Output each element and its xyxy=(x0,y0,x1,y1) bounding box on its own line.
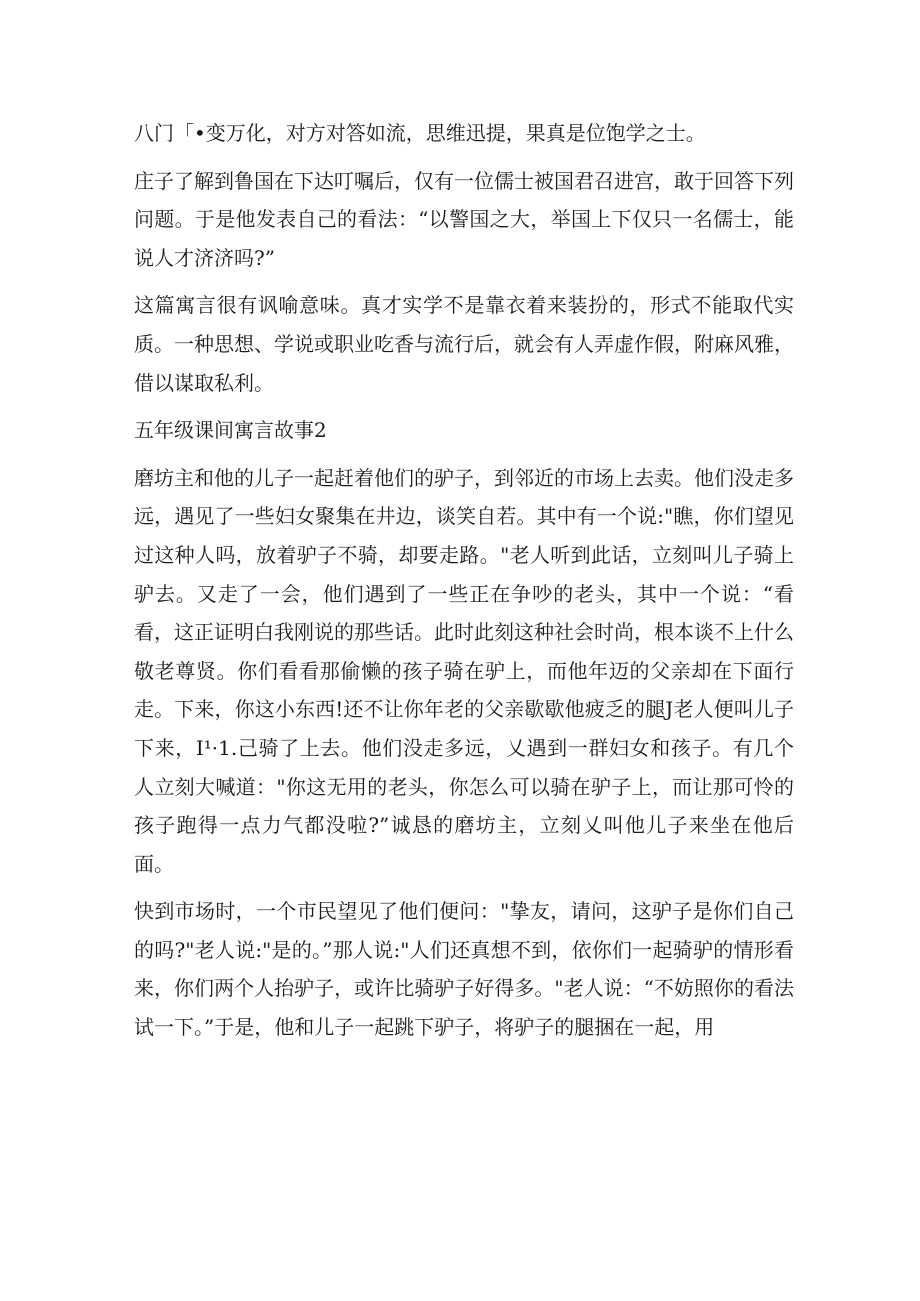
paragraph-market: 快到市场时，一个市民望见了他们便问："挚友，请问，这驴子是你们自己的吗?"老人说:"是的。”那人说:"人们还真想不到，依你们一起骑驴的情形看来，你们两个人抬驴子，或许比骑驴子好得多。"老人说：“不妨照你的看法试一下。”于是，他和儿子一起跳下驴子，将驴子的腿捆在一起，用 xyxy=(134,899,794,1040)
paragraph-zhuangzi: 庄子了解到鲁国在下达叮嘱后，仅有一位儒士被国君召进宫，敢于回答下列问题。于是他发表自己的看法：“以警国之大，举国上下仅只一名儒士，能说人才济济吗?” xyxy=(134,168,794,270)
section-heading: 五年级课间寓言故事2 xyxy=(134,418,327,443)
paragraph-moral: 这篇寓言很有讽喻意味。真才实学不是靠衣着来装扮的，形式不能取代实质。一种思想、学说或职业吃香与流行后，就会有人弄虚作假，附麻风雅，借以谋取私利。 xyxy=(134,293,794,395)
document-page xyxy=(134,114,794,1056)
paragraph-scholar: 八门「•变万化，对方对答如流，思维迅提，果真是位饱学之士。 xyxy=(134,121,706,145)
paragraph-miller-story: 磨坊主和他的儿子一起赶着他们的驴子，到邻近的市场上去卖。他们没走多远，遇见了一些妇女聚集在井边，谈笑自若。其中有一个说:"瞧，你们望见过这种人吗，放着驴子不骑，却要走路。"老人听到此话，立刻叫儿子骑上驴去。又走了一会，他们遇到了一些正在争吵的老头，其中一个说：“看看，这正证明白我刚说的那些话。此时此刻这种社会时尚，根本谈不上什么敬老尊贤。你们看看那偷懒的孩子骑在驴上，而他年迈的父亲却在下面行走。下来，你这小东西!还不让你年老的父亲歇歇他疲乏的腿J老人便叫儿子下来，I¹·1.己骑了上去。他们没走多远，乂遇到一群妇女和孩子。有几个人立刻大喊道："你这无用的老头，你怎么可以骑在驴子上，而让那可怜的孩子跑得一点力气都没啦?”诚恳的磨坊主，立刻乂叫他儿子来坐在他后面。 xyxy=(134,465,794,876)
